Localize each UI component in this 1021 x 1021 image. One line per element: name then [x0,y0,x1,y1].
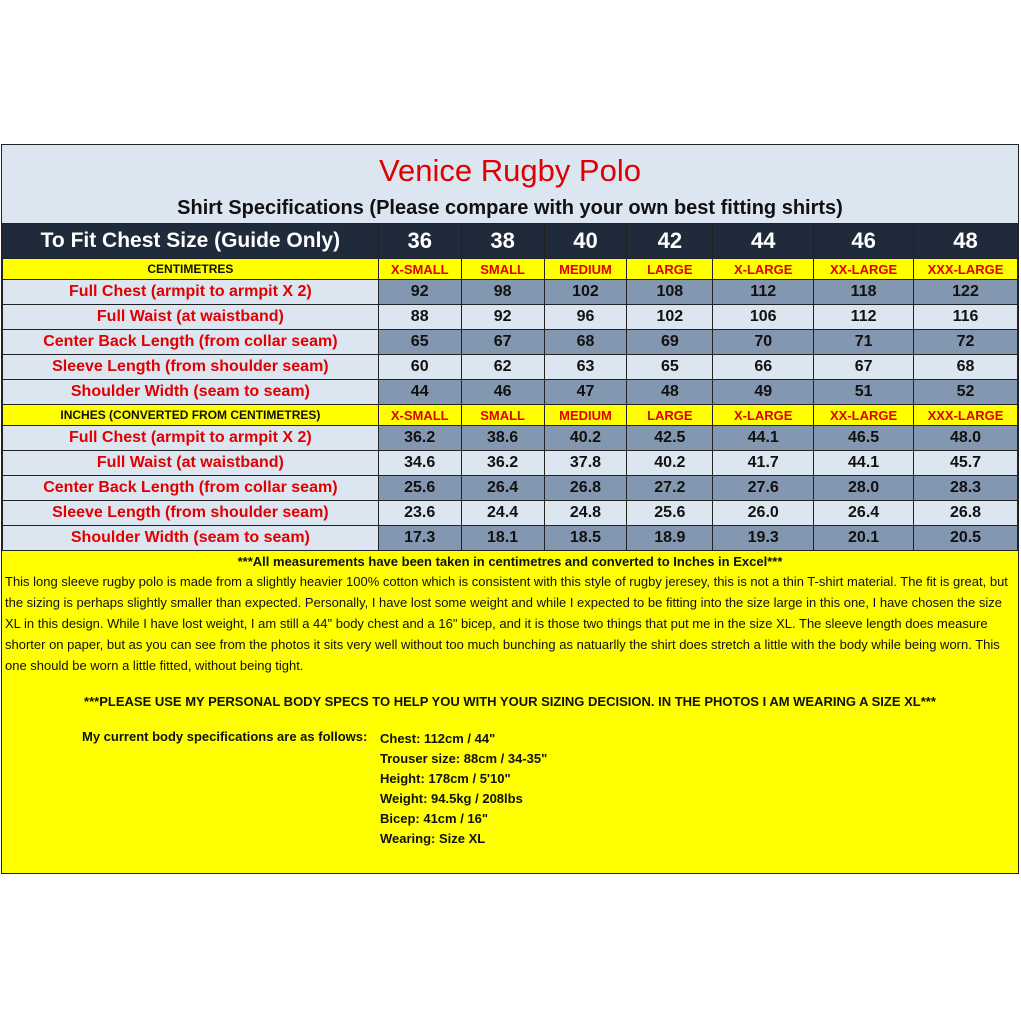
measurement-value: 69 [627,330,713,355]
measurement-value: 66 [713,355,814,380]
body-spec-item: Height: 178cm / 5'10" [380,771,511,786]
measurement-label: Center Back Length (from collar seam) [3,330,379,355]
measurement-value: 17.3 [378,526,461,551]
measurement-value: 28.3 [914,476,1018,501]
size-name: LARGE [627,259,713,280]
measurement-value: 38.6 [461,426,544,451]
measurement-value: 98 [461,280,544,305]
measurement-value: 26.8 [544,476,627,501]
measurement-value: 18.1 [461,526,544,551]
measurement-value: 122 [914,280,1018,305]
chest-size-header-row [3,224,1018,259]
inches-section-row [3,405,1018,426]
measurement-row [3,355,1018,380]
measurement-value: 102 [627,305,713,330]
measurement-value: 47 [544,380,627,405]
body-specs-label: My current body specifications are as follows: [82,729,368,744]
measurement-value: 70 [713,330,814,355]
centimetres-section-label: CENTIMETRES [3,259,379,280]
measurement-value: 106 [713,305,814,330]
measurement-value: 44 [378,380,461,405]
body-specs-block [2,729,1018,849]
size-name: MEDIUM [544,259,627,280]
measurement-value: 65 [627,355,713,380]
measurement-label: Full Waist (at waistband) [3,451,379,476]
measurement-row [3,305,1018,330]
measurement-value: 68 [544,330,627,355]
chest-size-header: 46 [814,224,914,259]
measurement-value: 36.2 [378,426,461,451]
measurement-label: Shoulder Width (seam to seam) [3,380,379,405]
measurement-row [3,330,1018,355]
measurement-value: 48.0 [914,426,1018,451]
measurement-value: 67 [461,330,544,355]
measurement-value: 24.4 [461,501,544,526]
size-spec-table [2,223,1018,551]
measurement-value: 67 [814,355,914,380]
chest-size-header: 36 [378,224,461,259]
measurement-value: 45.7 [914,451,1018,476]
size-name: XXX-LARGE [914,405,1018,426]
size-name: SMALL [461,405,544,426]
measurement-value: 63 [544,355,627,380]
measurement-value: 40.2 [544,426,627,451]
measurement-value: 65 [378,330,461,355]
size-name: X-SMALL [378,405,461,426]
measurement-value: 92 [461,305,544,330]
measurement-value: 23.6 [378,501,461,526]
size-name: MEDIUM [544,405,627,426]
size-name: X-LARGE [713,405,814,426]
chest-size-header: 38 [461,224,544,259]
measurement-value: 41.7 [713,451,814,476]
measurement-value: 71 [814,330,914,355]
measurement-row [3,426,1018,451]
size-name: X-SMALL [378,259,461,280]
measurement-label: Shoulder Width (seam to seam) [3,526,379,551]
measurement-value: 34.6 [378,451,461,476]
measurement-value: 19.3 [713,526,814,551]
measurement-row [3,526,1018,551]
measurement-value: 26.4 [461,476,544,501]
measurement-value: 96 [544,305,627,330]
measurement-label: Sleeve Length (from shoulder seam) [3,501,379,526]
chest-size-header: 44 [713,224,814,259]
measurement-row [3,501,1018,526]
measurement-value: 18.9 [627,526,713,551]
measurement-value: 44.1 [814,451,914,476]
body-spec-item: Wearing: Size XL [380,831,486,846]
measurement-value: 25.6 [627,501,713,526]
product-title: Venice Rugby Polo [379,153,641,188]
description-text: This long sleeve rugby polo is made from a slightly heavier 100% cotton which is consistent with this style of rugby jeresey, this is not a thin T-shirt material. The fit is great, but the sizing is perhaps slightly smaller than expected. Personally, I have lost some weight and while I expected to be fitting into the size large in this one, I have chosen the size XL in this design. While I have lost weight, I am still a 44" body chest and a 16" bicep, and it is those two things that put me in the size XL. The sleeve length does measure shorter on paper, but as you can see from the photos it sits very well without too much bunching as natuarlly the shirt does stretch a little with the body while being worn. This one should be worn a little fitted, without being tight. [5,574,1008,673]
measurement-value: 88 [378,305,461,330]
measurement-value: 102 [544,280,627,305]
measurement-value: 49 [713,380,814,405]
measurement-value: 42.5 [627,426,713,451]
measurement-value: 26.8 [914,501,1018,526]
inches-section-label: INCHES (CONVERTED FROM CENTIMETRES) [3,405,379,426]
centimetres-section-row [3,259,1018,280]
measurement-value: 26.0 [713,501,814,526]
size-name: X-LARGE [713,259,814,280]
body-spec-item: Bicep: 41cm / 16" [380,811,489,826]
chest-size-header: 40 [544,224,627,259]
measurement-label: Full Waist (at waistband) [3,305,379,330]
measurement-value: 40.2 [627,451,713,476]
measurement-value: 46.5 [814,426,914,451]
measurement-value: 48 [627,380,713,405]
measurement-value: 62 [461,355,544,380]
personal-specs-note: ***PLEASE USE MY PERSONAL BODY SPECS TO HELP YOU WITH YOUR SIZING DECISION. IN THE PHOTOS I AM WEARING A SIZE XL*** [84,694,936,709]
body-spec-item: Chest: 112cm / 44" [380,731,496,746]
measurement-value: 28.0 [814,476,914,501]
measurement-value: 27.6 [713,476,814,501]
body-spec-item: Trouser size: 88cm / 34-35" [380,751,548,766]
measurement-value: 37.8 [544,451,627,476]
measurement-label: Full Chest (armpit to armpit X 2) [3,280,379,305]
measurement-value: 51 [814,380,914,405]
notes-section [2,552,1018,849]
size-name: XXX-LARGE [914,259,1018,280]
measurement-value: 26.4 [814,501,914,526]
measurement-value: 112 [713,280,814,305]
measurement-value: 116 [914,305,1018,330]
size-name: LARGE [627,405,713,426]
measurement-note: ***All measurements have been taken in centimetres and converted to Inches in Excel*** [237,554,783,569]
size-name: XX-LARGE [814,405,914,426]
measurement-value: 46 [461,380,544,405]
measurement-row [3,451,1018,476]
measurement-value: 20.1 [814,526,914,551]
size-name: SMALL [461,259,544,280]
measurement-row [3,280,1018,305]
body-specs-list [380,729,547,849]
measurement-value: 44.1 [713,426,814,451]
size-chart-sheet [1,144,1019,874]
measurement-value: 108 [627,280,713,305]
measurement-label: Center Back Length (from collar seam) [3,476,379,501]
measurement-value: 92 [378,280,461,305]
size-name: XX-LARGE [814,259,914,280]
chart-header [2,145,1018,223]
chest-size-label: To Fit Chest Size (Guide Only) [3,224,379,259]
measurement-value: 36.2 [461,451,544,476]
measurement-row [3,476,1018,501]
measurement-value: 112 [814,305,914,330]
measurement-label: Full Chest (armpit to armpit X 2) [3,426,379,451]
measurement-value: 24.8 [544,501,627,526]
measurement-value: 25.6 [378,476,461,501]
chest-size-header: 48 [914,224,1018,259]
measurement-row [3,380,1018,405]
measurement-value: 118 [814,280,914,305]
measurement-value: 52 [914,380,1018,405]
measurement-label: Sleeve Length (from shoulder seam) [3,355,379,380]
chart-subtitle: Shirt Specifications (Please compare with your own best fitting shirts) [177,197,843,219]
measurement-value: 68 [914,355,1018,380]
chest-size-header: 42 [627,224,713,259]
measurement-value: 60 [378,355,461,380]
measurement-value: 18.5 [544,526,627,551]
measurement-value: 20.5 [914,526,1018,551]
measurement-value: 72 [914,330,1018,355]
measurement-value: 27.2 [627,476,713,501]
body-spec-item: Weight: 94.5kg / 208lbs [380,791,523,806]
